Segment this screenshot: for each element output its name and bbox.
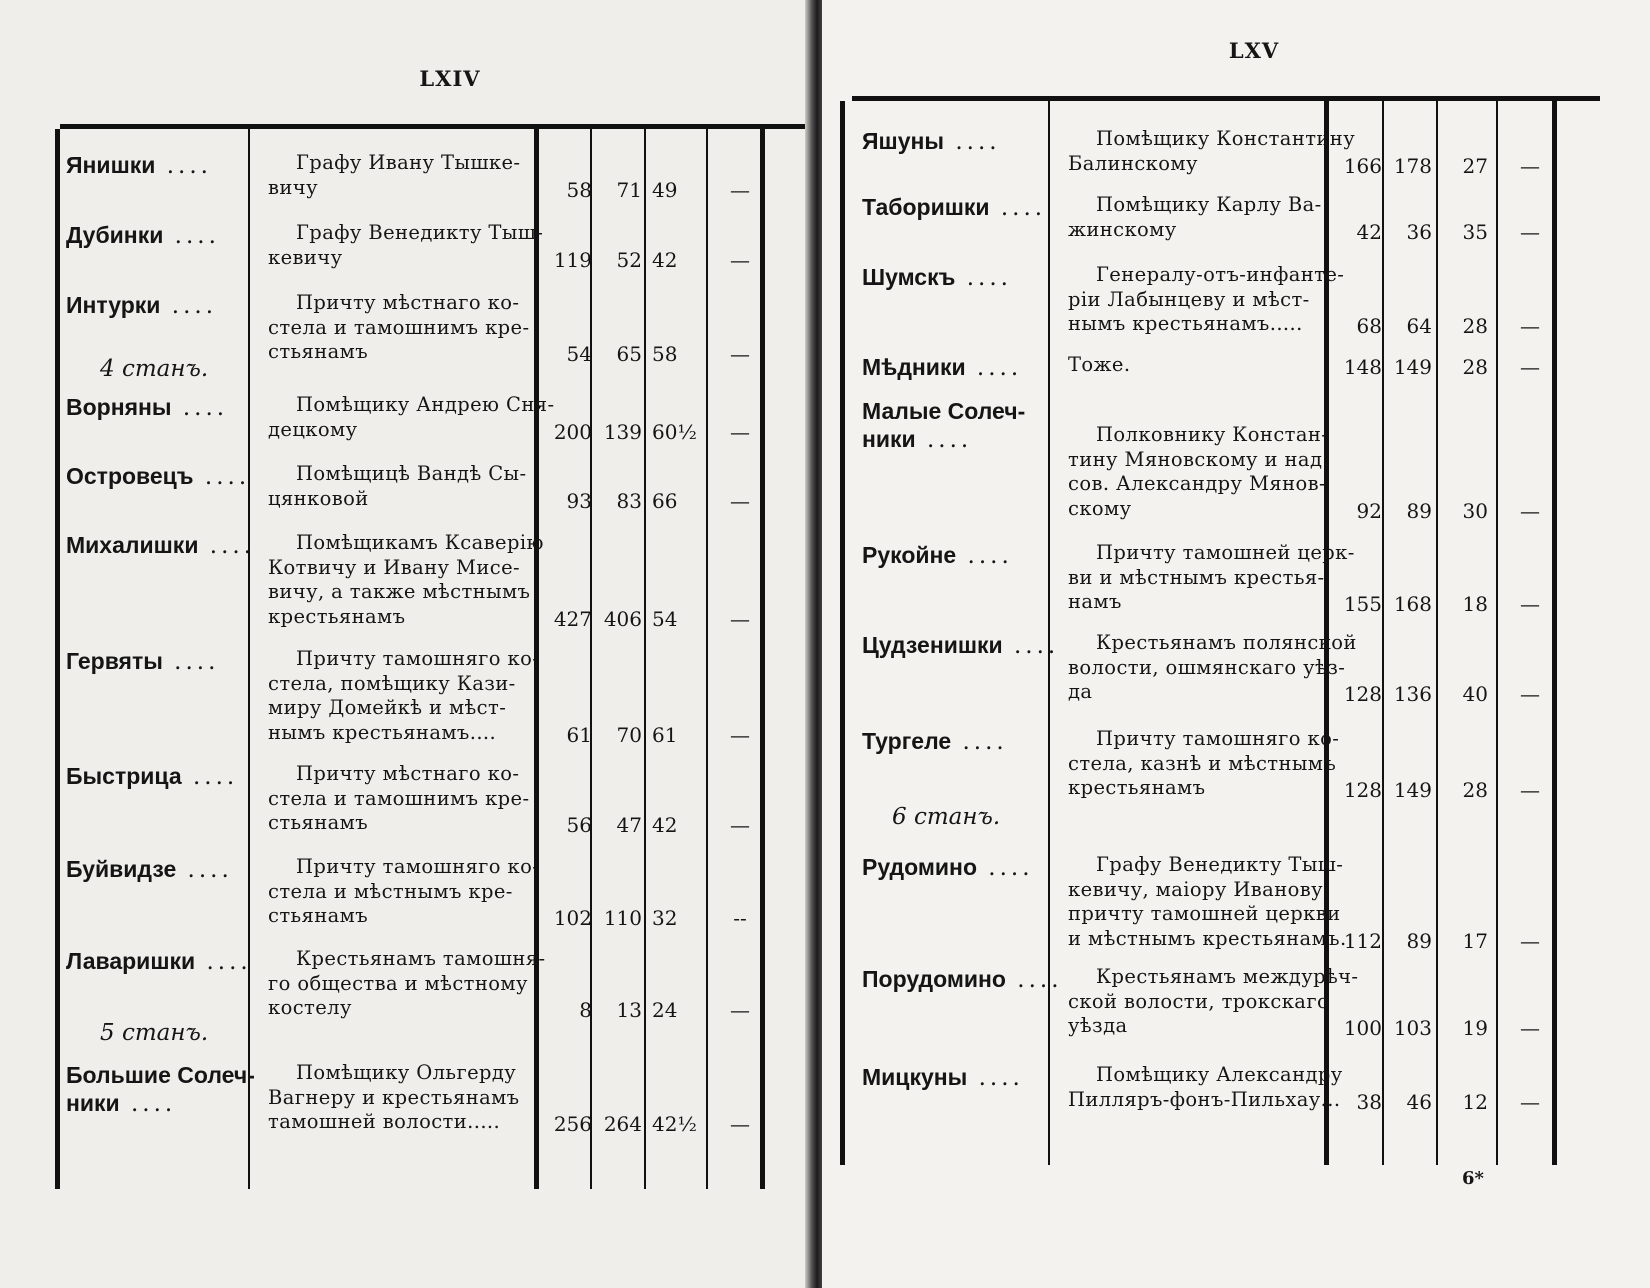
owner-line: ріи Лабынцеву и мѣст-	[1068, 287, 1310, 311]
value-cell: 256	[553, 1112, 592, 1136]
place-name	[862, 631, 1060, 660]
place-name-text: Таборишки	[862, 194, 990, 220]
owner-line: уѣзда	[1068, 1014, 1128, 1037]
owner-line: Причту тамошняго ко-	[296, 855, 540, 878]
column-divider	[706, 129, 708, 1189]
leader-dots: ....	[171, 395, 229, 421]
value-cell: 18	[1462, 592, 1488, 616]
owner-line: Причту тамошняго ко-	[296, 647, 540, 670]
value-dash: —	[730, 177, 750, 202]
place-name	[66, 531, 256, 560]
value-cell: 32	[652, 906, 678, 930]
owner-line: Крестьянамъ междурѣч-	[1096, 965, 1359, 988]
value-dash: —	[1520, 928, 1540, 953]
owner-text	[1068, 353, 1330, 378]
value-cell: 92	[1356, 498, 1382, 523]
place-name-text: Быстрица	[66, 763, 182, 789]
value-cell: 35	[1462, 219, 1488, 244]
owner-line: сов. Александру Мянов-	[1068, 472, 1326, 495]
owner-line: стела и тамошнимъ кре-	[268, 786, 530, 810]
value-cell: 58	[652, 342, 678, 366]
value-cell: 110	[603, 906, 642, 930]
page-number-right: LXV	[1228, 38, 1280, 63]
value-cell: 93	[566, 488, 592, 513]
owner-line: Графу Венедикту Тыш-	[296, 221, 544, 244]
value-cell: 168	[1393, 592, 1432, 616]
place-name-text: Дубинки	[66, 222, 164, 248]
table-border-right	[1552, 101, 1557, 1165]
owner-line: причту тамошней церкви	[1068, 902, 1341, 925]
place-name	[862, 263, 1052, 292]
value-dash: --	[733, 906, 747, 930]
owner-line: вичу	[268, 175, 318, 199]
value-cell: 52	[616, 247, 642, 272]
place-name-text: Порудомино	[862, 966, 1006, 992]
place-name	[862, 397, 1052, 454]
value-dash: —	[1520, 153, 1540, 178]
owner-line: ской волости, трокскаго	[1068, 989, 1330, 1013]
owner-line: намъ	[1068, 590, 1122, 613]
place-name	[66, 947, 256, 976]
value-cell: 58	[566, 177, 592, 202]
value-cell: 54	[652, 606, 678, 631]
value-cell: 200	[553, 419, 592, 444]
place-name-text: ники	[66, 1090, 120, 1116]
owner-line: тину Мяновскому и над.	[1068, 447, 1329, 471]
owner-line: стьянамъ	[268, 340, 369, 363]
leader-dots: ....	[951, 729, 1008, 755]
owner-text	[1068, 727, 1340, 801]
owner-line: Балинскому	[1068, 151, 1198, 175]
place-name	[862, 1063, 1052, 1092]
value-dash: —	[1520, 592, 1540, 616]
value-cell: 42	[652, 813, 678, 837]
value-cell: 83	[616, 488, 642, 513]
owner-text	[1068, 127, 1356, 176]
place-name-text: Тургеле	[862, 728, 952, 754]
owner-line: Причту тамошняго ко-	[1096, 727, 1340, 750]
place-name	[66, 462, 256, 491]
owner-line: стьянамъ	[268, 811, 369, 834]
owner-line: Причту мѣстнаго ко-	[296, 762, 520, 785]
owner-line: Помѣщику Александру	[1096, 1063, 1343, 1086]
owner-line: Помѣщику Карлу Ва-	[1096, 193, 1322, 216]
value-cell: 27	[1462, 153, 1488, 178]
owner-line: Полковнику Констан-	[1096, 423, 1329, 446]
place-name	[862, 193, 1052, 222]
owner-line: Помѣщицѣ Вандѣ Сы-	[296, 462, 527, 485]
value-cell: 54	[566, 342, 592, 366]
value-dash: —	[730, 342, 750, 366]
value-cell: 30	[1462, 498, 1488, 523]
value-dash: —	[1520, 778, 1540, 802]
value-cell: 46	[1406, 1089, 1432, 1114]
owner-text	[1068, 853, 1347, 951]
place-name-text: Шумскъ	[862, 264, 956, 290]
place-name-text: Рудомино	[862, 854, 977, 880]
owner-text	[1068, 263, 1345, 337]
place-name-text: Янишки	[66, 152, 156, 178]
stan-heading: 4 станъ.	[100, 356, 209, 382]
value-cell: 128	[1343, 682, 1382, 706]
leader-dots: ....	[160, 293, 218, 319]
column-divider	[1436, 101, 1438, 1165]
place-name-text: Яшуны	[862, 128, 945, 154]
table-border-left	[840, 101, 845, 1165]
owner-line: скому	[1068, 496, 1132, 520]
value-dash: —	[1520, 682, 1540, 706]
place-name	[862, 353, 1052, 382]
value-cell: 112	[1343, 928, 1382, 953]
owner-line: кевичу	[268, 245, 343, 269]
owner-line: ви и мѣстнымъ крестья-	[1068, 565, 1325, 589]
leader-dots: ....	[955, 265, 1012, 291]
value-cell: 66	[652, 488, 678, 513]
value-cell: 178	[1393, 153, 1432, 178]
place-name-text: Островецъ	[66, 463, 194, 489]
value-cell: 89	[1406, 928, 1432, 953]
column-divider	[590, 129, 592, 1189]
place-name-text: Цудзенишки	[862, 632, 1003, 658]
value-cell: 8	[579, 998, 592, 1022]
owner-line: да	[1068, 680, 1093, 703]
page-number-left: LXIV	[419, 66, 481, 91]
value-cell: 71	[616, 177, 642, 202]
owner-line: кевичу, маіору Иванову,	[1068, 877, 1330, 901]
value-cell: 264	[603, 1112, 642, 1136]
place-name-text: Малые Солеч-	[862, 398, 1026, 424]
value-cell: 103	[1393, 1016, 1432, 1040]
leader-dots: ....	[965, 355, 1023, 381]
value-cell: 38	[1356, 1089, 1382, 1114]
owner-line: Вагнеру и крестьянамъ	[268, 1085, 520, 1109]
value-cell: 61	[652, 722, 678, 747]
place-name	[66, 393, 256, 422]
table-border-right	[760, 129, 765, 1189]
leader-dots: ....	[977, 855, 1034, 881]
value-cell: 100	[1343, 1016, 1382, 1040]
value-cell: 36	[1406, 219, 1432, 244]
value-cell: 13	[616, 998, 642, 1022]
stan-heading: 5 станъ.	[100, 1020, 209, 1046]
owner-line: и мѣстнымъ крестьянамъ.	[1068, 926, 1347, 950]
left-page	[0, 0, 810, 1288]
owner-line: нымъ крестьянамъ.....	[1068, 312, 1303, 335]
right-page	[822, 0, 1650, 1288]
value-cell: 61	[566, 722, 592, 747]
owner-line: Крестьянамъ тамошня-	[296, 947, 546, 970]
owner-line: волости, ошмянскаго уѣз-	[1068, 655, 1346, 679]
leader-dots: ....	[915, 427, 973, 453]
leader-dots: ....	[119, 1091, 177, 1117]
value-dash: —	[730, 247, 750, 272]
leader-dots: ....	[195, 949, 252, 975]
owner-line: децкому	[268, 417, 358, 441]
value-dash: —	[730, 998, 750, 1022]
value-cell: 42	[1356, 219, 1382, 244]
leader-dots: ....	[193, 464, 251, 490]
leader-dots: ....	[967, 1065, 1024, 1091]
place-name	[66, 291, 256, 320]
owner-text	[1068, 193, 1330, 242]
owner-line: Причту мѣстнаго ко-	[296, 291, 520, 314]
value-cell: 102	[553, 906, 592, 930]
place-name-text: Гервяты	[66, 648, 163, 674]
value-dash: —	[1520, 355, 1540, 379]
place-name	[862, 727, 1052, 756]
place-name-text: Буйвидзе	[66, 856, 177, 882]
place-name-text: Михалишки	[66, 532, 199, 558]
value-dash: —	[730, 1112, 750, 1136]
place-name-text: Ворняны	[66, 394, 172, 420]
owner-text	[1068, 965, 1359, 1039]
value-cell: 28	[1462, 355, 1488, 379]
value-cell: 155	[1343, 592, 1382, 616]
owner-line: крестьянамъ	[1068, 776, 1206, 799]
owner-line: миру Домейкѣ и мѣст-	[268, 696, 507, 719]
value-cell: 128	[1343, 778, 1382, 802]
owner-line: Котвичу и Ивану Мисе-	[268, 555, 521, 579]
value-cell: 89	[1406, 498, 1432, 523]
place-name	[862, 127, 1052, 156]
owner-text	[1068, 1063, 1343, 1112]
owner-line: Графу Ивану Тышке-	[296, 151, 521, 174]
value-cell: 119	[553, 247, 592, 272]
owner-line: крестьянамъ	[268, 604, 406, 628]
place-name-text: Рукойне	[862, 542, 957, 568]
owner-line: го общества и мѣстному	[268, 971, 528, 995]
value-dash: —	[730, 419, 750, 444]
leader-dots: ....	[1002, 633, 1060, 659]
leader-dots: ....	[162, 649, 220, 675]
value-cell: 149	[1393, 778, 1432, 802]
owner-line: нымъ крестьянамъ....	[268, 720, 497, 744]
owner-line: стела и мѣстнымъ кре-	[268, 879, 513, 903]
value-cell: 28	[1462, 314, 1488, 338]
owner-line: Графу Венедикту Тыш-	[1096, 853, 1344, 876]
signature-mark: 6*	[1462, 1168, 1484, 1189]
owner-line: Причту тамошней церк-	[1096, 541, 1355, 564]
owner-line: вичу, а также мѣстнымъ	[268, 580, 531, 603]
owner-line: стела, помѣщику Кази-	[268, 671, 516, 695]
value-cell: 70	[616, 722, 642, 747]
value-cell: 42½	[652, 1112, 697, 1136]
value-cell: 28	[1462, 778, 1488, 802]
place-name-text: Мѣдники	[862, 354, 966, 380]
value-cell: 427	[553, 606, 592, 631]
value-cell: 40	[1462, 682, 1488, 706]
owner-line: цянковой	[268, 486, 369, 510]
leader-dots: ....	[176, 857, 233, 883]
place-name	[862, 965, 1063, 994]
value-dash: —	[1520, 314, 1540, 338]
place-name-text: Интурки	[66, 292, 161, 318]
value-cell: 149	[1393, 355, 1432, 379]
place-name	[862, 853, 1052, 882]
value-cell: 19	[1462, 1016, 1488, 1040]
column-divider	[644, 129, 646, 1189]
owner-line: Генералу-отъ-инфанте-	[1096, 263, 1345, 286]
owner-line: стьянамъ	[268, 904, 369, 927]
value-cell: 65	[616, 342, 642, 366]
place-name	[66, 1061, 256, 1118]
value-cell: 42	[652, 247, 678, 272]
table-right	[852, 96, 1600, 1165]
value-cell: 166	[1343, 153, 1382, 178]
place-name-text: ники	[862, 426, 916, 452]
value-dash: —	[730, 606, 750, 631]
place-name	[862, 541, 1052, 570]
value-cell: 47	[616, 813, 642, 837]
leader-dots: ....	[181, 764, 239, 790]
table-border-left	[55, 129, 60, 1189]
owner-text	[1068, 423, 1330, 521]
value-dash: —	[1520, 1089, 1540, 1114]
place-name-text: Мицкуны	[862, 1064, 968, 1090]
value-cell: 56	[566, 813, 592, 837]
value-cell: 136	[1393, 682, 1432, 706]
owner-text	[1068, 631, 1357, 705]
value-cell: 139	[603, 419, 642, 444]
value-cell: 406	[603, 606, 642, 631]
leader-dots: ....	[163, 223, 220, 249]
owner-text	[1068, 541, 1355, 615]
owner-line: Помѣщику Андрею Сня-	[296, 393, 555, 416]
owner-line: Помѣщику Ольгерду	[296, 1061, 517, 1084]
value-dash: —	[1520, 498, 1540, 523]
value-cell: 24	[652, 998, 678, 1022]
leader-dots: ....	[989, 195, 1047, 221]
place-name	[66, 221, 256, 250]
place-name	[66, 151, 256, 180]
leader-dots: ....	[1006, 967, 1063, 993]
owner-line: Помѣщикамъ Ксаверію	[296, 531, 544, 554]
owner-line: костелу	[268, 996, 352, 1019]
owner-line: Помѣщику Константину	[1096, 127, 1356, 150]
table-left	[60, 124, 806, 1189]
place-name	[66, 855, 256, 884]
value-dash: —	[1520, 1016, 1540, 1040]
owner-line: тамошней волости.....	[268, 1110, 501, 1133]
place-name-text: Большие Солеч-	[66, 1062, 255, 1088]
value-cell: 49	[652, 177, 678, 202]
place-name	[66, 762, 256, 791]
owner-line: Пилляръ-фонъ-Пильхау...	[1068, 1087, 1341, 1111]
value-dash: —	[730, 488, 750, 513]
owner-line: стела, казнѣ и мѣстнымъ	[1068, 751, 1337, 775]
column-divider	[1496, 101, 1498, 1165]
owner-line: стела и тамошнимъ кре-	[268, 315, 530, 339]
value-dash: —	[730, 813, 750, 837]
owner-line: Крестьянамъ полянской	[1096, 631, 1357, 654]
value-cell: 148	[1343, 355, 1382, 379]
value-dash: —	[730, 722, 750, 747]
leader-dots: ....	[944, 129, 1001, 155]
stan-heading: 6 станъ.	[892, 804, 1001, 830]
value-cell: 64	[1406, 314, 1432, 338]
value-cell: 60½	[652, 419, 697, 444]
leader-dots: ....	[155, 153, 212, 179]
place-name-text: Лаваришки	[66, 948, 196, 974]
value-dash: —	[1520, 219, 1540, 244]
value-cell: 12	[1462, 1089, 1488, 1114]
value-cell: 17	[1462, 928, 1488, 953]
leader-dots: ....	[956, 543, 1013, 569]
owner-line: Тоже.	[1068, 353, 1131, 376]
column-divider	[1382, 101, 1384, 1165]
value-cell: 68	[1356, 314, 1382, 338]
leader-dots: ....	[198, 533, 256, 559]
owner-line: жинскому	[1068, 217, 1177, 241]
place-name	[66, 647, 256, 676]
